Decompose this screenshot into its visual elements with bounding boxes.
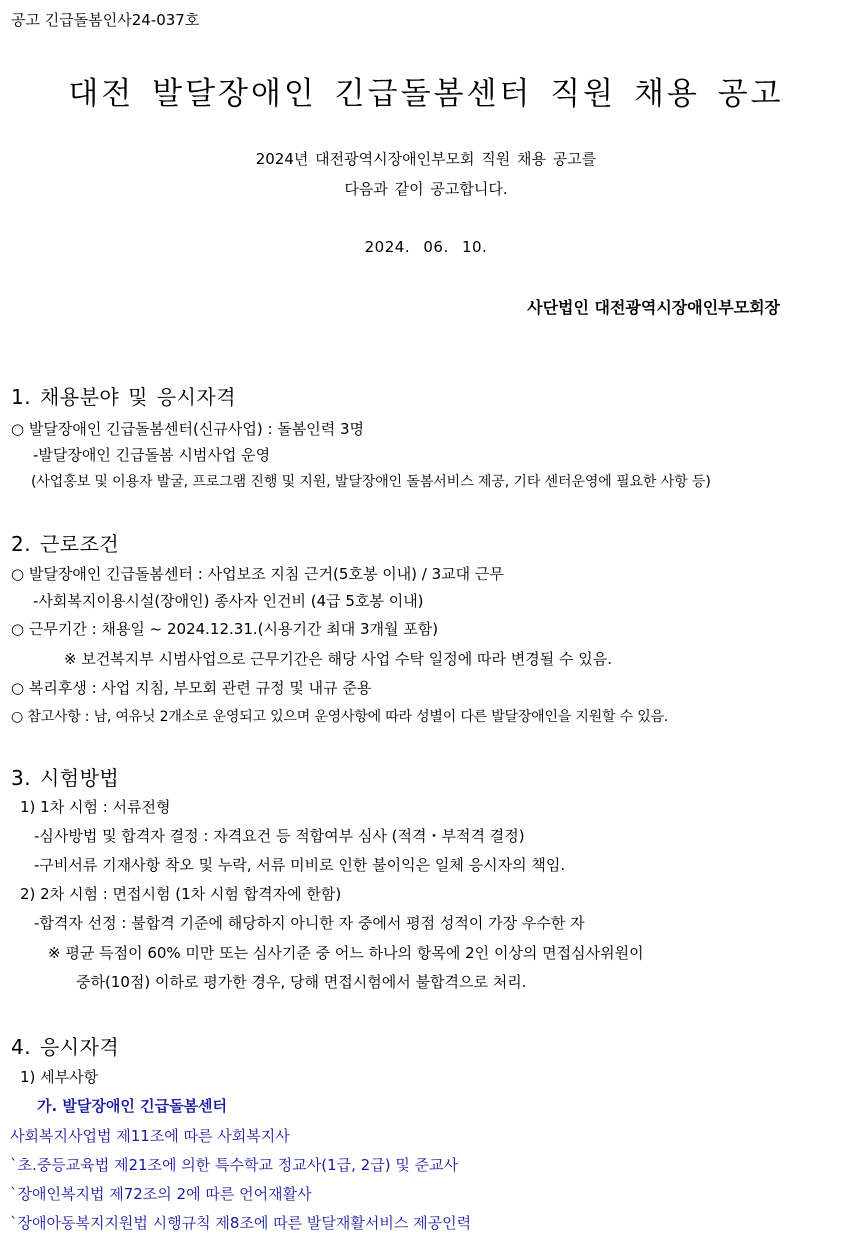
section-3-line: 중하(10점) 이하로 평가한 경우, 당해 면접시험에서 불합격으로 처리.: [76, 973, 527, 991]
section-4-line: `장애인복지법 제72조의 2에 따른 언어재활사: [10, 1185, 312, 1203]
section-2-line: ○ 발달장애인 긴급돌봄센터 : 사업보조 지침 근거(5호봉 이내) / 3교대 근무: [11, 565, 504, 583]
section-3-line: 2) 2차 시험 : 면접시험 (1차 시험 합격자에 한함): [20, 885, 342, 903]
signer: 사단법인 대전광역시장애인부모회장: [527, 298, 780, 317]
section-1-line: ○ 발달장애인 긴급돌봄센터(신규사업) : 돌봄인력 3명: [11, 420, 365, 438]
section-2-line: -사회복지이용시설(장애인) 종사자 인건비 (4급 5호봉 이내): [33, 592, 424, 610]
section-3-line: ※ 평균 득점이 60% 미만 또는 심사기준 중 어느 하나의 항목에 2인 이상의 면접심사위원이: [48, 944, 644, 962]
section-3-heading: 3. 시험방법: [11, 766, 120, 790]
notice-number: 공고 긴급돌봄인사24-037호: [11, 11, 200, 29]
section-3-line: 1) 1차 시험 : 서류전형: [20, 798, 171, 816]
section-2-line: ○ 근무기간 : 채용일 ~ 2024.12.31.(시용기간 최대 3개월 포함): [11, 620, 439, 638]
section-2-line: ○ 참고사항 : 남, 여유닛 2개소로 운영되고 있으며 운영사항에 따라 성별이 다른 발달장애인을 지원할 수 있음.: [11, 709, 669, 725]
section-4-subheading: 가. 발달장애인 긴급돌봄센터: [37, 1097, 228, 1115]
section-1-line: -발달장애인 긴급돌봄 시범사업 운영: [33, 446, 271, 464]
section-4-line: 1) 세부사항: [20, 1068, 99, 1086]
section-2-line: ○ 복리후생 : 사업 지침, 부모회 관련 규정 및 내규 준용: [11, 679, 372, 697]
section-4-line: `초.중등교육법 제21조에 의한 특수학교 정교사(1급, 2급) 및 준교사: [10, 1156, 459, 1174]
notice-date: 2024. 06. 10.: [364, 238, 488, 256]
section-4-heading: 4. 응시자격: [11, 1035, 120, 1059]
section-4-line: 사회복지사업법 제11조에 따른 사회복지사: [10, 1127, 290, 1145]
intro-line-2: 다음과 같이 공고합니다.: [344, 180, 508, 198]
page-title: 대전 발달장애인 긴급돌봄센터 직원 채용 공고: [68, 76, 784, 112]
section-3-line: -심사방법 및 합격자 결정 : 자격요건 등 적합여부 심사 (적격・부적격 결정): [34, 827, 525, 845]
section-4-line: `장애아동복지지원법 시행규칙 제8조에 따른 발달재활서비스 제공인력: [10, 1214, 472, 1232]
section-2-line: ※ 보건복지부 시범사업으로 근무기간은 해당 사업 수탁 일정에 따라 변경될 수 있음.: [64, 650, 612, 668]
section-3-line: -구비서류 기재사항 착오 및 누락, 서류 미비로 인한 불이익은 일체 응시자의 책임.: [34, 856, 566, 874]
section-1-line: (사업홍보 및 이용자 발굴, 프로그램 진행 및 지원, 발달장애인 돌봄서비스 제공, 기타 센터운영에 필요한 사항 등): [31, 474, 711, 490]
section-2-heading: 2. 근로조건: [11, 532, 120, 556]
section-3-line: -합격자 선정 : 불합격 기준에 해당하지 아니한 자 중에서 평점 성적이 가장 우수한 자: [34, 914, 585, 932]
intro-line-1: 2024년 대전광역시장애인부모회 직원 채용 공고를: [255, 150, 597, 168]
section-1-heading: 1. 채용분야 및 응시자격: [11, 385, 237, 409]
